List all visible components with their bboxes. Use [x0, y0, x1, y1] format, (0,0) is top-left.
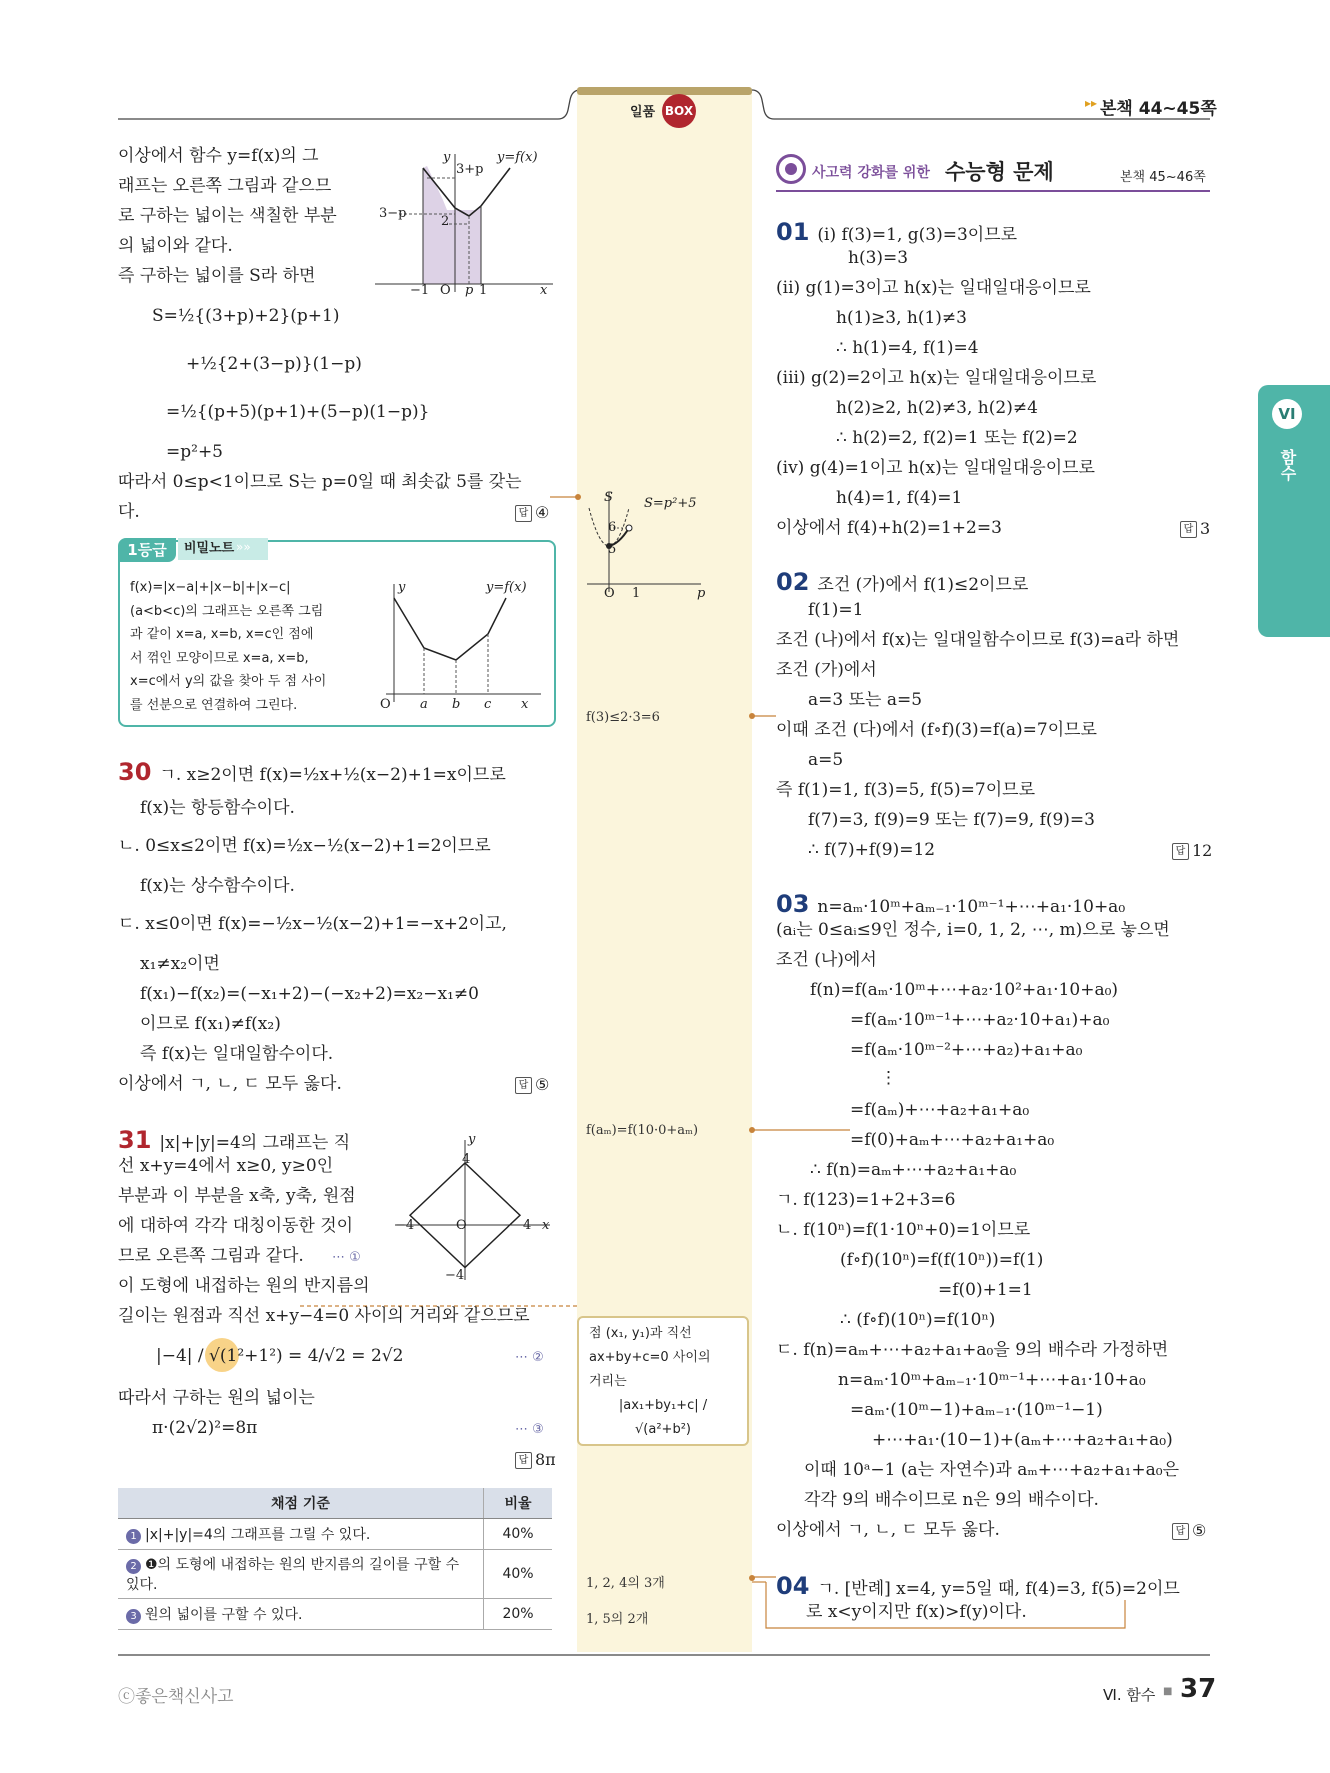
table-header: 채점 기준: [118, 1488, 484, 1519]
graph-label: p: [697, 586, 706, 601]
eq-line: =f(aₘ·10ᵐ⁻²+⋯+a₂)+a₁+a₀: [850, 1040, 1083, 1060]
text-line: f(x)는 상수함수이다.: [140, 876, 295, 896]
text-line: 로 구하는 넓이는 색칠한 부분: [118, 206, 337, 226]
text-line: h(1)≥3, h(1)≠3: [836, 308, 967, 328]
text-line: h(2)≥2, h(2)≠3, h(2)≠4: [836, 398, 1038, 418]
footer-chapter: Ⅵ. 함수: [1103, 1686, 1156, 1704]
text-line: (ii) g(1)=3이고 h(x)는 일대일대응이므로: [776, 278, 1091, 298]
text-line: ㄷ. x≤0이면 f(x)=−½x−½(x−2)+1=−x+2이고,: [118, 914, 507, 934]
target-icon: [776, 154, 806, 184]
graph-label: a: [420, 697, 428, 712]
table-row: 1 |x|+|y|=4의 그래프를 그릴 수 있다. 40%: [118, 1519, 552, 1550]
graph-label: 4: [462, 1152, 471, 1167]
chapter-tab[interactable]: [1258, 385, 1330, 637]
text-line: 따라서 구하는 원의 넓이는: [118, 1388, 315, 1408]
table-row: 2 ❶의 도형에 내접하는 원의 반지름의 길이를 구할 수 있다. 40%: [118, 1550, 552, 1599]
graph-label: O: [604, 586, 615, 601]
text-line: (aᵢ는 0≤aᵢ≤9인 정수, i=0, 1, 2, ⋯, m)으로 놓으면: [776, 920, 1170, 940]
chevron-icon: »»: [236, 540, 251, 554]
answer-icon: 답: [1172, 1523, 1189, 1540]
text-line: 이 도형에 내접하는 원의 반지름의: [118, 1276, 370, 1296]
box-line: 거리는: [589, 1374, 627, 1389]
secret-line: (a<b<c)의 그래프는 오른쪽 그림: [130, 603, 324, 619]
text-line: (iv) g(4)=1이고 h(x)는 일대일대응이므로: [776, 458, 1095, 478]
eq-line: =½{(p+5)(p+1)+(5−p)(1−p)}: [166, 402, 430, 422]
answer: 답 ⑤: [515, 1075, 549, 1094]
graph-label: −4: [395, 1218, 415, 1233]
eq-line: ∴ f(n)=aₘ+⋯+a₂+a₁+a₀: [810, 1160, 1017, 1180]
answer: 답 3: [1180, 519, 1210, 538]
text-line: a=3 또는 a=5: [808, 690, 923, 710]
text-line: ∴ h(2)=2, f(2)=1 또는 f(2)=2: [836, 428, 1078, 448]
graph-label-1: 1: [479, 283, 488, 298]
answer-icon: 답: [515, 505, 532, 522]
text-line: x₁≠x₂이면: [140, 954, 220, 974]
text-line: 조건 (가)에서: [776, 660, 877, 680]
abs-graph: [376, 578, 546, 708]
text-line: h(3)=3: [848, 248, 909, 268]
graph-label-x: x: [540, 283, 548, 298]
copyright: ⓒ좋은책신사고: [118, 1687, 234, 1707]
grade-tag: 1등급: [118, 538, 176, 562]
diamond-graph: [395, 1130, 555, 1290]
question-number: 02: [776, 568, 810, 596]
graph-label: S: [604, 490, 613, 505]
answer-icon: 답: [1172, 843, 1189, 860]
box-line: |ax₁+by₁+c| / √(a²+b²): [618, 1398, 708, 1437]
question-02: 02 조건 (가)에서 f(1)≤2이므로: [776, 568, 1029, 596]
text-line: 의 넓이와 같다.: [118, 236, 233, 256]
graph-label: O: [380, 697, 391, 712]
graph-label-3m: 3−p: [379, 206, 407, 221]
eq-line: ⋮: [880, 1068, 897, 1088]
text-line: 로 x<y이지만 f(x)>f(y)이다.: [806, 1602, 1027, 1622]
eq-line: ∴ (f∘f)(10ⁿ)=f(10ⁿ): [840, 1310, 996, 1330]
graph-label-o: O: [440, 283, 451, 298]
text-line: 조건 (나)에서: [776, 950, 877, 970]
text-line: 선 x+y=4에서 x≥0, y≥0인: [118, 1156, 334, 1176]
step-mark: ⋯ ①: [332, 1250, 361, 1265]
eq-line: =p²+5: [166, 442, 224, 462]
secret-line: 과 같이 x=a, x=b, x=c인 점에: [130, 627, 314, 642]
text-line: 길이는 원점과 직선 x+y−4=0 사이의 거리와 같으므로: [118, 1306, 530, 1326]
question-01: 01 (i) f(3)=1, g(3)=3이므로: [776, 218, 1018, 246]
chapter-roman: VI: [1272, 399, 1302, 429]
step-mark: ⋯ ②: [515, 1350, 544, 1365]
eq-line: S=½{(3+p)+2}(p+1): [152, 306, 340, 326]
text-line: 래프는 오른쪽 그림과 같으므: [118, 176, 332, 196]
secret-title: 비밀노트: [178, 538, 268, 560]
page-ref: 본책 44~45쪽: [1100, 99, 1217, 119]
table-row: 3 원의 넓이를 구할 수 있다. 20%: [118, 1599, 552, 1630]
question-number: 01: [776, 218, 810, 246]
answer: 답 ④: [515, 503, 549, 522]
graph-label: y: [398, 580, 406, 595]
eq-line: =aₘ·(10ᵐ−1)+aₘ₋₁·(10ᵐ⁻¹−1): [850, 1400, 1103, 1420]
graph-label: 6: [608, 520, 617, 535]
text-line: 에 대하여 각각 대칭이동한 것이: [118, 1216, 354, 1236]
margin-note: 1, 5의 2개: [586, 1612, 649, 1627]
question-30: 30 ㄱ. x≥2이면 f(x)=½x+½(x−2)+1=x이므로: [118, 758, 506, 786]
text-line: h(4)=1, f(4)=1: [836, 488, 963, 508]
arrow-icon: ▸▸: [1085, 96, 1098, 110]
eq-line: (f∘f)(10ⁿ)=f(f(10ⁿ))=f(1): [840, 1250, 1044, 1270]
graph-label: 1: [632, 586, 641, 601]
eq-line: =f(0)+1=1: [938, 1280, 1033, 1300]
page-number: 37: [1180, 1674, 1217, 1704]
text-line: 이때 10ᵃ−1 (a는 자연수)과 aₘ+⋯+a₂+a₁+a₀은: [804, 1460, 1180, 1480]
text-line: ∴ h(1)=4, f(1)=4: [836, 338, 979, 358]
text-line: a=5: [808, 750, 844, 770]
graph-label: S=p²+5: [644, 496, 697, 511]
box-line: 점 (x₁, y₁)과 직선: [589, 1326, 692, 1341]
question-number: 04: [776, 1572, 810, 1600]
text-line: 즉 f(1)=1, f(3)=5, f(5)=7이므로: [776, 780, 1036, 800]
text-line: 이상에서 ㄱ, ㄴ, ㄷ 모두 옳다.: [118, 1074, 342, 1094]
answer: 답 ⑤: [1172, 1521, 1206, 1540]
eq-line: =f(0)+aₘ+⋯+a₂+a₁+a₀: [850, 1130, 1055, 1150]
section-ref: 본책 45~46쪽: [1120, 170, 1206, 185]
eq-line: π·(2√2)²=8π: [152, 1418, 258, 1438]
graph-label-yfx: y=f(x): [497, 150, 538, 165]
graph-label: y: [468, 1132, 476, 1147]
graph-label-2: 2: [441, 214, 450, 229]
graph-label: x: [521, 697, 529, 712]
graph-label: x: [542, 1218, 550, 1233]
graph-label: c: [484, 697, 492, 712]
footer-bullet: ■: [1163, 1686, 1173, 1697]
box-line: ax+by+c=0 사이의: [589, 1350, 711, 1365]
distance-formula-box: [577, 1316, 749, 1446]
eq-line: +½{2+(3−p)}(1−p): [186, 354, 362, 374]
text-line: 즉 f(x)는 일대일함수이다.: [140, 1044, 334, 1064]
graph-label-y: y: [443, 150, 451, 165]
answer: 답 12: [1172, 841, 1212, 860]
margin-note: f(3)≤2·3=6: [586, 710, 660, 725]
text-line: 이때 조건 (다)에서 (f∘f)(3)=f(a)=7이므로: [776, 720, 1097, 740]
graph-label-p: p: [465, 283, 474, 298]
text-line: f(x)는 항등함수이다.: [140, 798, 295, 818]
badge-prefix: 일품: [630, 105, 656, 120]
question-number: 31: [118, 1126, 152, 1154]
text-line: 이므로 f(x₁)≠f(x₂): [140, 1014, 281, 1034]
question-04: 04 ㄱ. [반례] x=4, y=5일 때, f(4)=3, f(5)=2이므: [776, 1572, 1180, 1600]
table-header: 비율: [484, 1488, 553, 1519]
secret-line: 를 선분으로 연결하여 그린다.: [130, 697, 298, 713]
answer-icon: 답: [1180, 521, 1197, 538]
secret-text: [130, 576, 326, 717]
text-line: (iii) g(2)=2이고 h(x)는 일대일대응이므로: [776, 368, 1097, 388]
text-line: ㄷ. f(n)=aₘ+⋯+a₂+a₁+a₀을 9의 배수라 가정하면: [776, 1340, 1169, 1360]
text-line: 부분과 이 부분을 x축, y축, 원점: [118, 1186, 356, 1206]
margin-note: 1, 2, 4의 3개: [586, 1576, 665, 1591]
text-line: f(1)=1: [808, 600, 864, 620]
text-line: 므로 오른쪽 그림과 같다.: [118, 1246, 304, 1266]
text-line: ㄴ. f(10ⁿ)=f(1·10ⁿ+0)=1이므로: [776, 1220, 1031, 1240]
text-line: 조건 (나)에서 f(x)는 일대일함수이므로 f(3)=a라 하면: [776, 630, 1180, 650]
text-line: 이상에서 함수 y=f(x)의 그: [118, 146, 319, 166]
text-line: 즉 구하는 넓이를 S라 하면: [118, 266, 316, 286]
text-line: f(x₁)−f(x₂)=(−x₁+2)−(−x₂+2)=x₂−x₁≠0: [140, 984, 479, 1004]
text-line: 다.: [118, 502, 140, 522]
chapter-label: 함수: [1278, 449, 1297, 481]
graph-label: y=f(x): [486, 580, 527, 595]
eq-line: n=aₘ·10ᵐ+aₘ₋₁·10ᵐ⁻¹+⋯+a₁·10+a₀: [838, 1370, 1146, 1390]
graph-label: 5: [608, 542, 617, 557]
eq-line: |−4| / √(1²+1²) = 4/√2 = 2√2: [156, 1346, 404, 1366]
graph-label: −4: [445, 1268, 465, 1283]
section-title: 수능형 문제: [945, 160, 1054, 184]
answer-icon: 답: [515, 1452, 532, 1469]
graph-label: 4: [523, 1218, 532, 1233]
eq-line: +⋯+a₁·(10−1)+(aₘ+⋯+a₂+a₁+a₀): [872, 1430, 1173, 1450]
text-line: ㄴ. 0≤x≤2이면 f(x)=½x−½(x−2)+1=2이므로: [118, 836, 491, 856]
text-line: ∴ f(7)+f(9)=12: [808, 840, 936, 860]
question-31: 31 |x|+|y|=4의 그래프는 직: [118, 1126, 351, 1154]
eq-line: f(n)=f(aₘ·10ᵐ+⋯+a₂·10²+a₁·10+a₀): [810, 980, 1119, 1000]
section-title-small: 사고력 강화를 위한: [812, 165, 930, 181]
text-line: 이상에서 f(4)+h(2)=1+2=3: [776, 518, 1002, 538]
secret-line: x=c에서 y의 값을 찾아 두 점 사이: [130, 674, 327, 689]
text-line: 이상에서 ㄱ, ㄴ, ㄷ 모두 옳다.: [776, 1520, 1000, 1540]
step-mark: ⋯ ③: [515, 1422, 544, 1437]
question-03: 03 n=aₘ·10ᵐ+aₘ₋₁·10ᵐ⁻¹+⋯+a₁·10+a₀: [776, 890, 1126, 918]
text-line: 각각 9의 배수이므로 n은 9의 배수이다.: [804, 1490, 1099, 1510]
graph-label: O: [456, 1218, 467, 1233]
margin-note: f(aₘ)=f(10·0+aₘ): [586, 1123, 699, 1138]
graph-label-3p: 3+p: [456, 162, 484, 177]
graph-label: b: [452, 697, 461, 712]
secret-line: 서 꺾인 모양이므로 x=a, x=b,: [130, 650, 309, 666]
eq-line: =f(aₘ)+⋯+a₂+a₁+a₀: [850, 1100, 1030, 1120]
answer: 답 8π: [515, 1450, 556, 1469]
secret-line: f(x)=|x−a|+|x−b|+|x−c|: [130, 580, 291, 595]
text-line: ㄱ. f(123)=1+2+3=6: [776, 1190, 956, 1210]
text-line: f(7)=3, f(9)=9 또는 f(7)=9, f(9)=3: [808, 810, 1095, 830]
eq-line: =f(aₘ·10ᵐ⁻¹+⋯+a₂·10+a₁)+a₀: [850, 1010, 1110, 1030]
question-number: 30: [118, 758, 152, 786]
answer-icon: 답: [515, 1077, 532, 1094]
text-line: 따라서 0≤p<1이므로 S는 p=0일 때 최솟값 5를 갖는: [118, 472, 522, 492]
graph-label-m1: −1: [410, 283, 430, 298]
score-table: [118, 1488, 552, 1630]
question-number: 03: [776, 890, 810, 918]
box-badge: BOX: [662, 94, 696, 128]
